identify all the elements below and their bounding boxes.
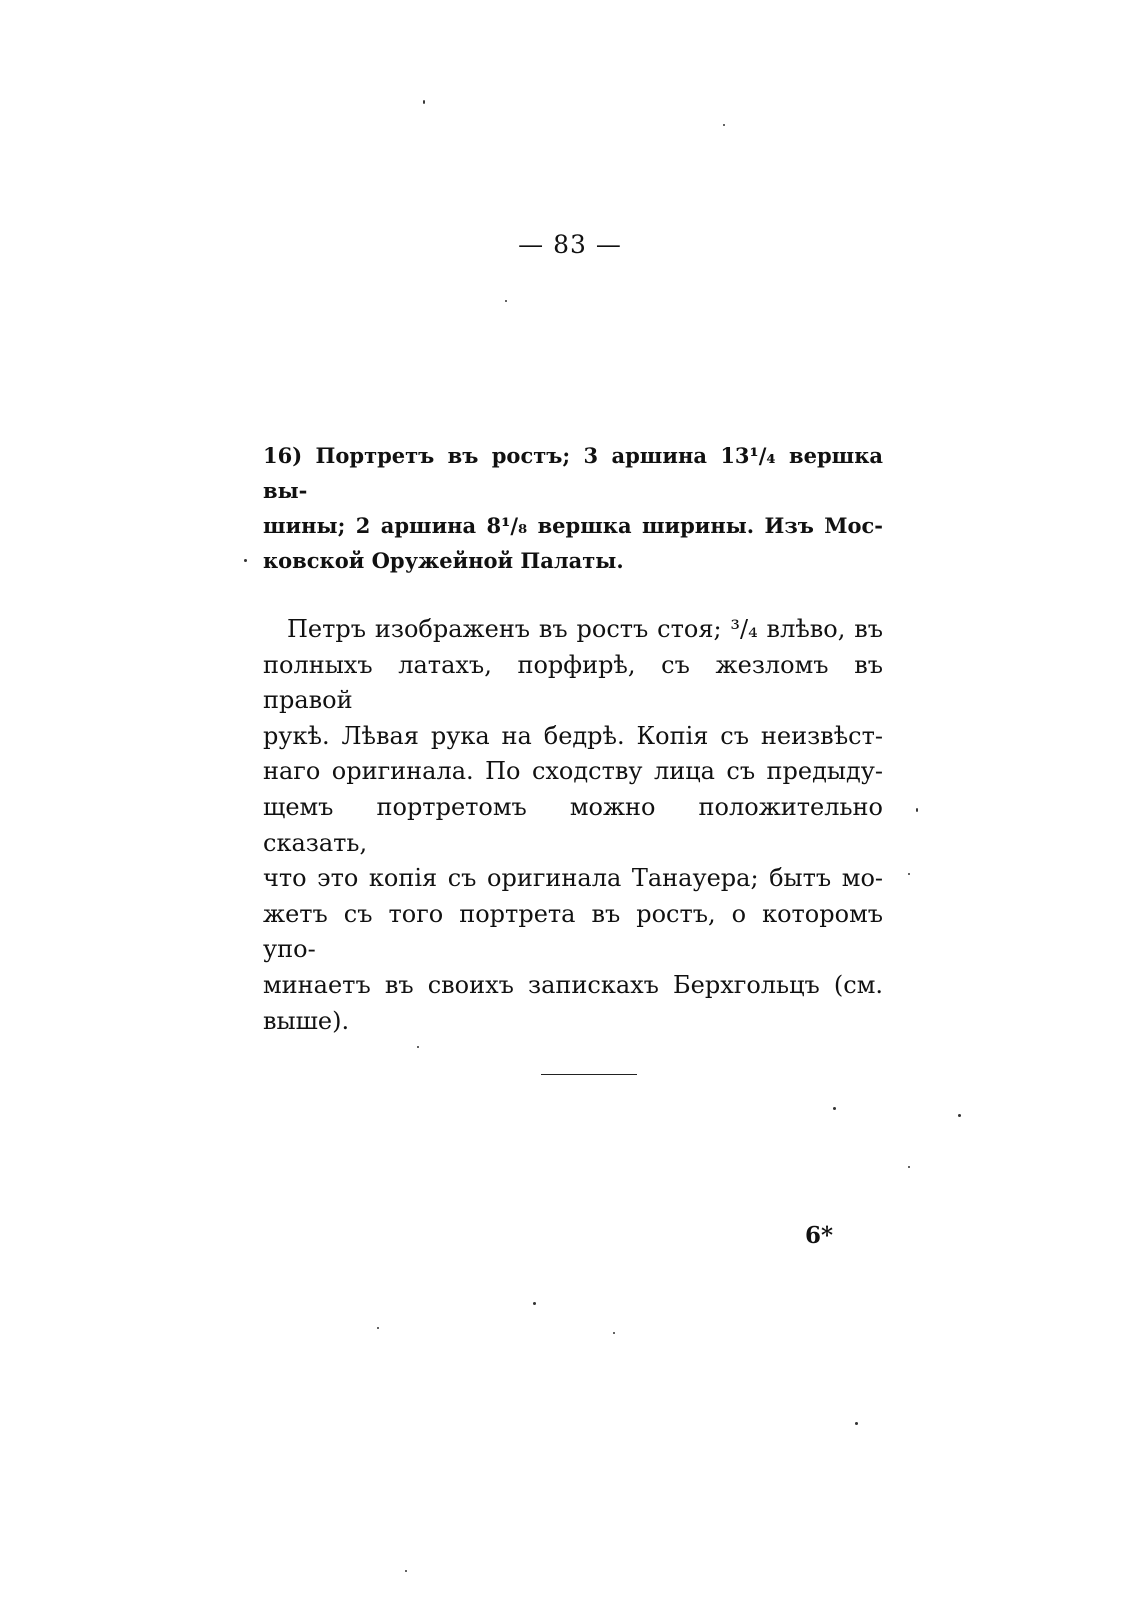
page-number: — 83 — [518,230,622,259]
scan-speck [423,100,425,104]
body-line-9: выше). [263,1006,350,1035]
body-line-4: наго оригинала. По сходству лица съ предыду- [263,757,883,786]
scan-speck [244,559,247,562]
scan-speck [405,1570,407,1572]
heading-line-1: 16) Портретъ въ ростъ; 3 аршина 13¹/₄ вершка вы- [263,443,883,503]
scan-speck [916,808,918,812]
scan-speck [505,300,507,302]
heading-line-3: ковской Оружейной Палаты. [263,548,624,573]
body-line-2: полныхъ латахъ, порфирѣ, съ жезломъ въ правой [263,650,883,715]
body-line-5: щемъ портретомъ можно положительно сказать, [263,792,883,857]
printer-signature-mark: 6* [805,1222,834,1249]
scan-speck [855,1422,858,1425]
scan-speck [833,1107,836,1110]
body-line-3: рукѣ. Лѣвая рука на бедрѣ. Копія съ неизвѣст- [263,721,883,750]
entry-heading [263,438,883,578]
body-line-1: Петръ изображенъ въ ростъ стоя; ³/₄ влѣво, въ [287,615,883,643]
scan-speck [908,873,910,875]
body-paragraph [263,612,883,1039]
heading-line-2: шины; 2 аршина 8¹/₈ вершка ширины. Изъ Мос- [263,513,883,538]
body-line-7: жетъ съ того портрета въ ростъ, о которомъ упо- [263,899,883,964]
scan-speck [613,1332,615,1334]
section-divider-rule [541,1074,637,1075]
scan-speck [417,1046,419,1048]
body-line-6: что это копія съ оригинала Танауера; бытъ мо- [263,864,883,893]
scan-speck [958,1114,961,1117]
scan-speck [908,1166,910,1168]
body-line-8: минаетъ въ своихъ запискахъ Берхгольцъ (см. [263,970,883,999]
scan-speck [377,1327,379,1329]
scan-speck [723,124,725,126]
scan-speck [533,1302,536,1305]
